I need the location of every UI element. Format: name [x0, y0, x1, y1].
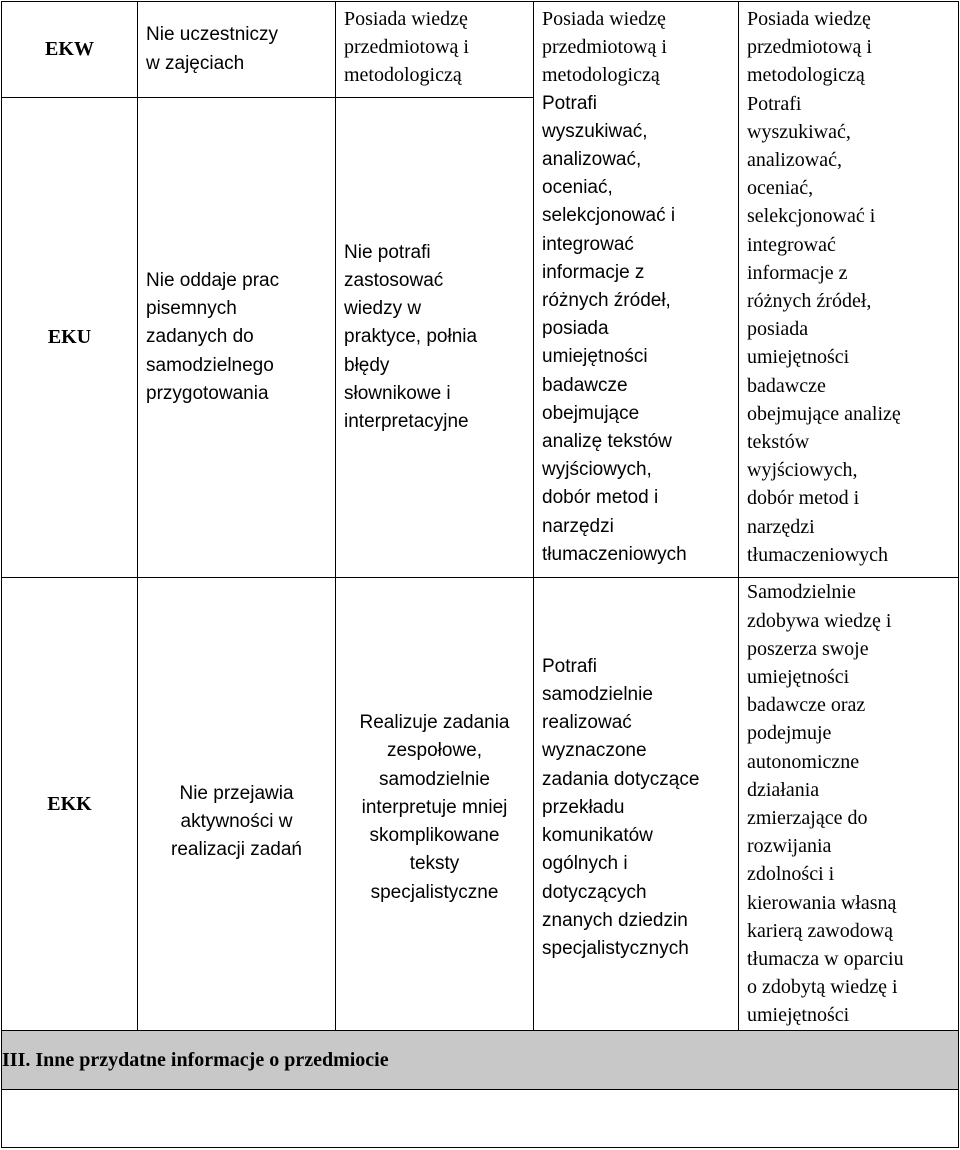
text-line: umiejętności [747, 346, 850, 369]
grade3-cell-ekw [336, 2, 534, 98]
text-line: zdolności i [747, 863, 835, 886]
text-line: informacje z [747, 261, 848, 284]
text-line: integrować [747, 233, 836, 256]
text-line: samodzielnie [379, 768, 490, 790]
text-line: karierą zawodową [747, 919, 894, 942]
text-line: analizę tekstów [542, 431, 672, 453]
text-line: umiejętności [747, 1004, 850, 1027]
text-line: Potrafi [542, 92, 597, 114]
text-line: ogólnych i [542, 853, 628, 875]
text-line: autonomiczne [747, 750, 860, 773]
code-cell-ekw [2, 2, 138, 98]
text-line: Potrafi [542, 655, 597, 677]
text-line: zadania dotyczące [542, 768, 700, 790]
grade2-cell-eku [138, 98, 336, 578]
text-line: zmierzające do [747, 807, 868, 829]
text-line: Potrafi [747, 92, 802, 115]
text-line: selekcjonować i [542, 205, 676, 227]
text-line: dobór metod i [747, 487, 860, 510]
text-line: obejmujące [542, 402, 640, 424]
text-line: badawcze [542, 374, 628, 396]
text-line: tłumaczeniowych [747, 543, 889, 566]
text-line: podejmuje [747, 722, 832, 745]
text-line: rozwijania [747, 835, 832, 858]
text-line: metodologiczą [747, 64, 865, 87]
text-line: słownikowe i [344, 382, 451, 404]
text-line: posiada [747, 318, 809, 341]
text-line: zastosować [344, 269, 444, 291]
code-label: EKW [45, 38, 94, 61]
text-line: informacje z [542, 261, 645, 283]
section-heading: III. Inne przydatne informacje o przedmiocie [2, 1031, 959, 1090]
text-line: umiejętności [542, 346, 648, 368]
text-line: poszerza swoje [747, 637, 869, 660]
text-line: skomplikowane [369, 825, 500, 847]
text-line: przygotowania [146, 382, 269, 404]
text-line: analizować, [542, 149, 642, 171]
text-line: oceniać, [747, 177, 814, 200]
text-line: tłumaczeniowych [542, 543, 687, 565]
text-line: realizować [542, 712, 632, 734]
text-line: wyjściowych, [747, 459, 858, 482]
text-line: samodzielnego [146, 354, 274, 376]
text-line: Posiada wiedzę [542, 8, 666, 30]
text-line: dotyczących [542, 881, 647, 903]
text-line: przekładu [542, 796, 625, 818]
text-line: różnych źródeł, [747, 290, 872, 313]
text-line: realizacji zadań [171, 839, 302, 861]
text-line: interpretacyjne [344, 411, 469, 432]
text-line: zadanych do [146, 326, 254, 348]
text-line: znanych dziedzin [542, 909, 688, 931]
text-line: działania [747, 778, 820, 801]
text-line: specjalistycznych [542, 937, 689, 959]
text-line: aktywności w [180, 810, 293, 832]
text-line: Nie oddaje prac [146, 269, 280, 291]
text-line: tłumacza w oparciu [747, 948, 904, 971]
text-line: przedmiotową i [542, 36, 667, 59]
text-line: oceniać, [542, 177, 613, 199]
text-line: w zajęciach [146, 52, 245, 74]
text-line: badawcze oraz [747, 694, 866, 717]
text-line: integrować [542, 233, 634, 255]
text-line: obejmujące analizę [747, 402, 901, 425]
text-line: narzędzi [542, 515, 614, 537]
text-line: samodzielnie [542, 684, 653, 706]
text-line: metodologiczą [542, 64, 660, 87]
code-label: EKU [47, 326, 92, 349]
grading-criteria-table [1, 1, 959, 1148]
text-line: Samodzielnie [747, 581, 856, 604]
text-line: interpretuje mniej [361, 796, 508, 818]
text-line: metodologiczą [344, 64, 462, 87]
section-content [2, 1090, 959, 1148]
text-line: przedmiotową i [747, 36, 872, 59]
text-line: Posiada wiedzę [344, 8, 468, 30]
text-line: komunikatów [542, 825, 653, 847]
grade4-cell-ekw-eku [534, 2, 739, 578]
text-line: wyszukiwać, [747, 120, 851, 143]
text-line: wyjściowych, [542, 459, 652, 481]
text-line: pisemnych [146, 298, 237, 320]
text-line: o zdobytą wiedzę i [747, 976, 898, 999]
text-line: praktyce, połnia [344, 326, 478, 348]
text-line: Posiada wiedzę [747, 8, 871, 30]
text-line: posiada [542, 318, 609, 340]
code-cell-eku [2, 98, 138, 578]
grade4-cell-ekk [534, 578, 739, 1031]
text-line: tekstów [747, 431, 810, 454]
text-line: zespołowe, [386, 740, 483, 762]
text-line: Realizuje zadania [359, 712, 510, 734]
code-label: EKK [47, 792, 92, 815]
text-line: Nie uczestniczy [146, 24, 278, 46]
text-line: umiejętności [747, 665, 850, 688]
table-row-ekw [2, 2, 959, 98]
grade5-cell-ekw-eku [739, 2, 959, 578]
text-line: wyznaczone [542, 740, 647, 762]
text-line: zdobywa wiedzę i [747, 609, 892, 632]
text-line: badawcze [747, 374, 826, 397]
code-cell-ekk [2, 578, 138, 1031]
grade5-cell-ekk [739, 578, 959, 1031]
text-line: specjalistyczne [370, 881, 499, 903]
text-line: kierowania własną [747, 891, 897, 914]
text-line: analizować, [747, 149, 842, 172]
text-line: selekcjonować i [747, 205, 876, 228]
text-line: wiedzy w [344, 298, 422, 320]
text-line: teksty [409, 853, 460, 875]
grade3-cell-eku [336, 98, 534, 578]
grade2-cell-ekk [138, 578, 336, 1031]
text-line: Nie przejawia [179, 782, 294, 804]
text-line: różnych źródeł, [542, 290, 671, 312]
section-heading-row [2, 1031, 959, 1090]
text-line: dobór metod i [542, 487, 659, 509]
grade3-cell-ekk [336, 578, 534, 1031]
grade2-cell-ekw [138, 2, 336, 98]
text-line: błędy [344, 354, 390, 376]
text-line: przedmiotową i [344, 36, 469, 59]
text-line: wyszukiwać, [542, 120, 648, 142]
table-row-ekk [2, 578, 959, 1031]
text-line: Nie potrafi [344, 241, 431, 263]
section-content-row [2, 1090, 959, 1148]
text-line: narzędzi [747, 515, 815, 538]
